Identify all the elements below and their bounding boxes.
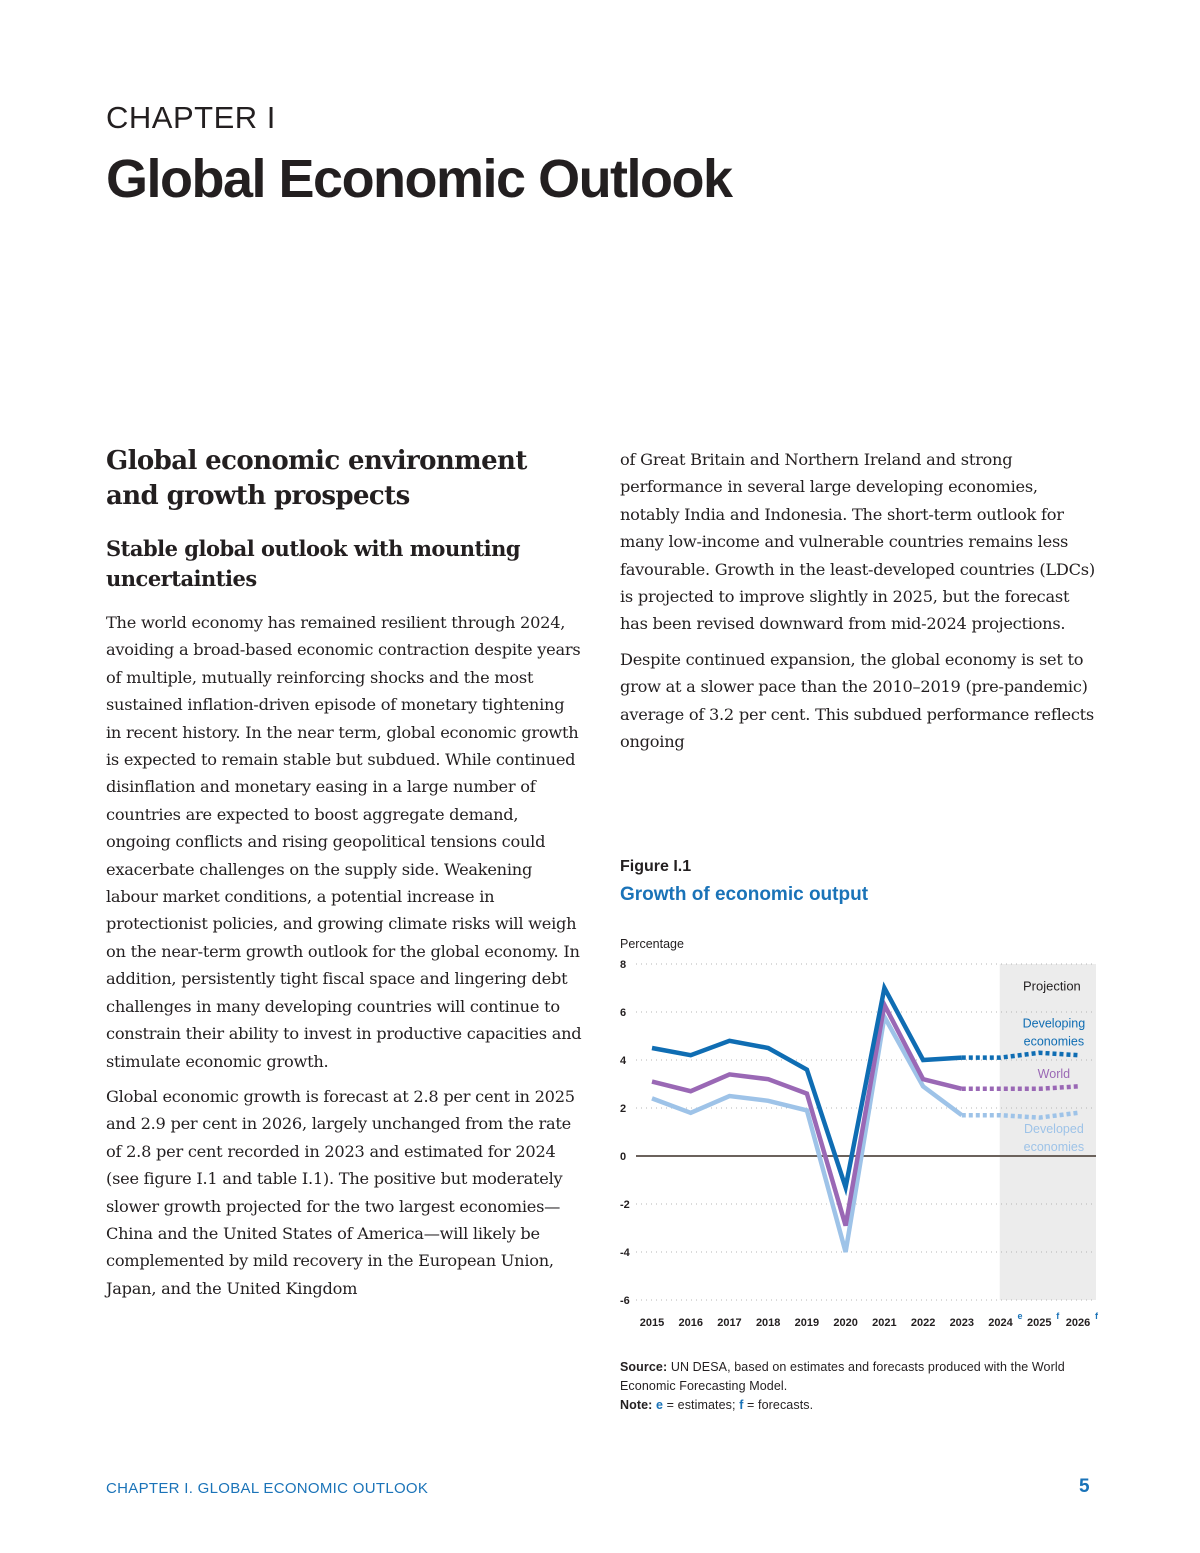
chapter-label: CHAPTER I xyxy=(106,100,276,135)
body-paragraph-4: Despite continued expansion, the global economy is set to grow at a slower pace than the 2010–2019 (pre-pandemic) average of 3.2 per cent. This subdued performance reflects ongoing xyxy=(620,649,1094,752)
x-tick-label: 2016 xyxy=(678,1317,703,1329)
figure-source-note xyxy=(620,1358,1100,1415)
body-paragraph-3: of Great Britain and Northern Ireland and strong performance in several large developing economies, notably India and Indonesia. The short-term outlook for many low-income and vulnerable countries remains less favourable. Growth in the least-developed countries (LDCs) is projected to improve slightly in 2025, but the forecast has been revised downward from mid-2024 projections. xyxy=(620,450,1095,634)
y-axis-label: Percentage xyxy=(620,937,684,951)
x-tick-label: 2015 xyxy=(639,1317,665,1329)
footer-running-title: CHAPTER I. GLOBAL ECONOMIC OUTLOOK xyxy=(106,1480,429,1497)
series-label-developed: Developed xyxy=(1024,1122,1084,1137)
note-e-code: e xyxy=(656,1398,664,1412)
series-label-developed-line2: economies xyxy=(1023,1140,1085,1155)
note-e-text: = estimates; xyxy=(666,1398,736,1412)
x-tick-label: 2018 xyxy=(755,1317,781,1329)
series-projection-world xyxy=(962,1086,1078,1088)
subsection-heading: Stable global outlook with mounting uncertainties xyxy=(106,536,521,591)
note-label: Note: xyxy=(620,1398,653,1412)
x-tick-label: 2019 xyxy=(794,1317,820,1329)
x-tick-label: 2022 xyxy=(910,1317,936,1329)
figure-label: Figure I.1 xyxy=(620,858,692,875)
y-tick-label: 6 xyxy=(620,1007,627,1019)
y-tick-label: 2 xyxy=(620,1103,627,1115)
growth-chart xyxy=(616,930,1102,1340)
x-tick-label: 2021 xyxy=(872,1317,897,1329)
y-tick-label: 8 xyxy=(620,959,627,971)
x-tick-superscript: f xyxy=(1056,1311,1060,1321)
note-line xyxy=(620,1396,1100,1415)
y-tick-label: 4 xyxy=(620,1055,627,1067)
section-heading: Global economic environment and growth prospects xyxy=(106,446,527,511)
series-label-world: World xyxy=(1037,1067,1071,1081)
projection-label: Projection xyxy=(1022,978,1081,994)
note-f-code: f xyxy=(739,1398,744,1412)
left-column xyxy=(106,444,582,1310)
x-tick-label: 2017 xyxy=(717,1317,742,1329)
source-label: Source: xyxy=(620,1360,668,1374)
series-label-developing: Developing xyxy=(1022,1016,1086,1031)
x-tick-label: 2025 xyxy=(1027,1317,1052,1329)
x-tick-label: 2023 xyxy=(949,1317,975,1329)
y-tick-label: -6 xyxy=(620,1295,630,1307)
x-tick-label: 2020 xyxy=(833,1317,858,1329)
series-label-developing-line2: economies xyxy=(1023,1034,1085,1049)
chapter-title: Global Economic Outlook xyxy=(106,149,732,209)
x-tick-superscript: f xyxy=(1095,1311,1098,1321)
body-paragraph-1: The world economy has remained resilient through 2024, avoiding a broad-based economic contraction despite years of multiple, mutually reinforcing shocks and the most sustained inflation-driven episode of monetary tightening in recent history. In the near term, global economic growth is expected to remain stable but subdued. While continued disinflation and monetary easing in a large number of countries are expected to boost aggregate demand, ongoing conflicts and rising geopolitical tensions could exacerbate challenges on the supply side. Weakening labour market conditions, a potential increase in protectionist policies, and growing climate risks will weigh on the near-term growth outlook for the global economy. In addition, persistently tight fiscal space and lingering debt challenges in many developing countries will continue to constrain their ability to invest in productive capacities and stimulate economic growth. xyxy=(106,613,582,1071)
figure-title: Growth of economic output xyxy=(620,884,869,905)
right-column xyxy=(620,444,1100,763)
source-text: UN DESA, based on estimates and forecasts produced with the World Economic Forecasting Model. xyxy=(620,1360,1065,1393)
source-line xyxy=(620,1358,1100,1396)
y-tick-label: -2 xyxy=(620,1199,630,1211)
x-tick-label: 2026 xyxy=(1065,1317,1091,1329)
y-tick-label: 0 xyxy=(620,1151,627,1163)
page-number: 5 xyxy=(1079,1476,1090,1497)
body-paragraph-2: Global economic growth is forecast at 2.8 per cent in 2025 and 2.9 per cent in 2026, largely unchanged from the rate of 2.8 per cent recorded in 2023 and estimated for 2024 (see figure I.1 and table I.1). The positive but moderately slower growth projected for the two largest economies—China and the United States of America—will likely be complemented by mild recovery in the European Union, Japan, and the United Kingdom xyxy=(106,1086,575,1298)
x-tick-superscript: e xyxy=(1017,1311,1023,1321)
note-f-text: = forecasts. xyxy=(747,1398,814,1412)
x-tick-label: 2024 xyxy=(988,1317,1013,1329)
y-tick-label: -4 xyxy=(620,1247,630,1259)
